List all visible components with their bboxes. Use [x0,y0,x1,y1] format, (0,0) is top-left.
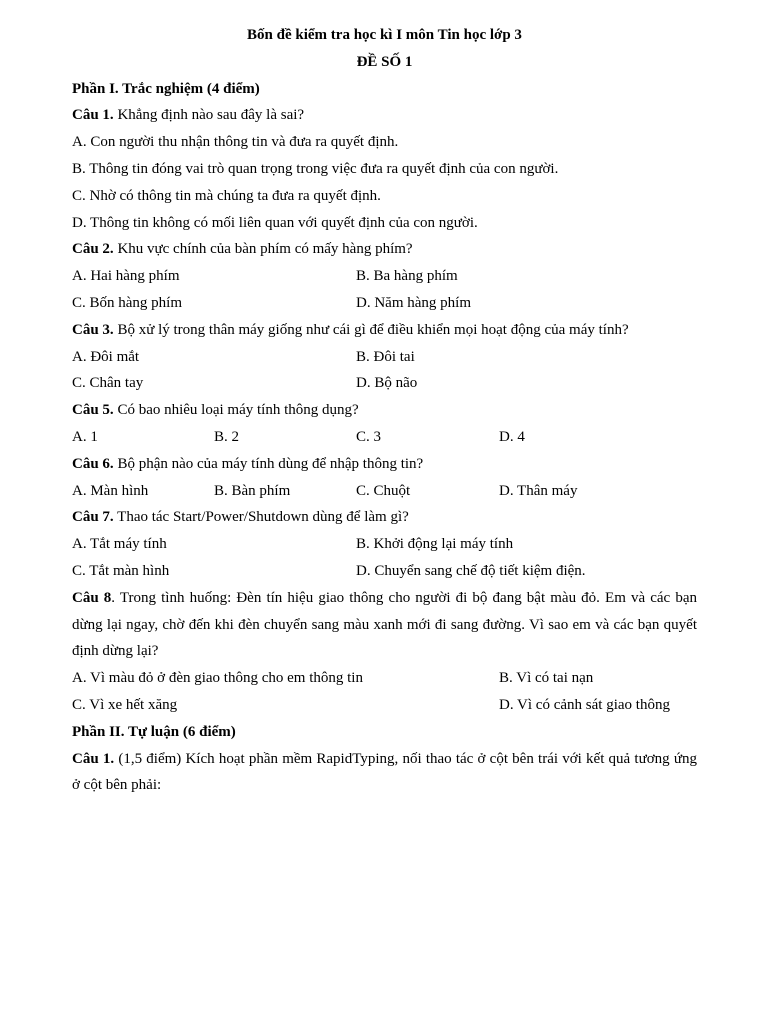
document-title: Bốn đề kiểm tra học kì I môn Tin học lớp 3 [247,27,522,43]
q3-option-c: C. Chân tay [72,375,144,392]
exam-number: ĐỀ SỐ 1 [356,53,413,70]
q5-options-row [72,424,697,451]
question-label: Câu 1. [72,107,114,124]
q2-option-d: D. Năm hàng phím [356,294,471,311]
question-text: Thao tác Start/Power/Shutdown dùng để làm gì? [113,509,409,526]
question-label: Câu 6. [72,455,114,472]
q7-options-row-2 [72,558,697,585]
question-2 [72,236,697,263]
q7-option-d: D. Chuyển sang chế độ tiết kiệm điện. [356,562,586,579]
q6-option-a: A. Màn hình [72,482,149,499]
q6-option-d: D. Thân máy [499,482,578,499]
question-label: Câu 1. [72,750,115,767]
q2-option-a: A. Hai hàng phím [72,268,180,285]
exam-document [72,22,697,799]
question-text: Bộ xử lý trong thân máy giống như cái gì để điều khiển mọi hoạt động của máy tính? [113,321,629,338]
q2-options-row-1 [72,263,697,290]
q1-option-b: B. Thông tin đóng vai trò quan trọng trong việc đưa ra quyết định của con người. [72,160,559,177]
essay-question-1 [72,746,697,800]
q5-option-b: B. 2 [214,428,240,445]
question-text: (1,5 điểm) Kích hoạt phần mềm RapidTyping, nối thao tác ở cột bên trái với kết quả tương ứng ở cột bên phải: [72,750,697,794]
q5-option-d: D. 4 [499,428,525,445]
q3-options-row-1 [72,344,697,371]
q7-option-a: A. Tắt máy tính [72,536,167,553]
q8-option-d: D. Vì có cảnh sát giao thông [499,696,670,713]
q2-option-b: B. Ba hàng phím [356,268,458,285]
question-8 [72,585,697,665]
question-label: Câu 8 [72,589,112,606]
q6-option-b: B. Bàn phím [214,482,291,499]
q6-option-c: C. Chuột [356,482,411,499]
question-label: Câu 2. [72,241,114,258]
question-7 [72,504,697,531]
q1-option-c: C. Nhờ có thông tin mà chúng ta đưa ra quyết định. [72,187,381,204]
q7-option-b: B. Khởi động lại máy tính [356,536,514,553]
q3-option-b: B. Đôi tai [356,348,415,365]
q7-options-row-1 [72,531,697,558]
q8-options-row-2 [72,692,697,719]
q3-options-row-2 [72,370,697,397]
q7-option-c: C. Tắt màn hình [72,562,170,579]
q8-option-a: A. Vì màu đỏ ở đèn giao thông cho em thông tin [72,670,363,687]
question-3 [72,317,697,344]
question-6 [72,451,697,478]
question-text: Có bao nhiêu loại máy tính thông dụng? [113,402,359,419]
q8-option-b: B. Vì có tai nạn [499,670,594,687]
q3-option-d: D. Bộ não [356,375,418,392]
q1-option-d: D. Thông tin không có mối liên quan với quyết định của con người. [72,214,478,231]
q8-option-c: C. Vì xe hết xăng [72,696,178,713]
q1-option-a: A. Con người thu nhận thông tin và đưa ra quyết định. [72,134,399,151]
question-text: . Trong tình huống: Đèn tín hiệu giao thông cho người đi bộ đang bật màu đỏ. Em và các bạn dừng lại ngay, chờ đến khi đèn chuyển sang màu xanh mới đi sang đường. Vì sao em và các bạn quyết định dừng lại? [72,589,697,660]
question-5 [72,397,697,424]
q2-options-row-2 [72,290,697,317]
question-label: Câu 3. [72,321,114,338]
part1-heading: Phần I. Trắc nghiệm (4 điểm) [72,80,260,97]
q3-option-a: A. Đôi mắt [72,348,140,365]
q5-option-a: A. 1 [72,428,98,445]
q5-option-c: C. 3 [356,428,382,445]
question-text: Khu vực chính của bàn phím có mấy hàng phím? [113,241,413,258]
question-1 [72,102,697,129]
question-label: Câu 5. [72,402,114,419]
q2-option-c: C. Bốn hàng phím [72,294,183,311]
question-text: Khẳng định nào sau đây là sai? [113,107,305,124]
question-label: Câu 7. [72,509,114,526]
q6-options-row [72,478,697,505]
question-text: Bộ phận nào của máy tính dùng để nhập thông tin? [113,455,424,472]
q8-options-row-1 [72,665,697,692]
part2-heading: Phần II. Tự luận (6 điểm) [72,723,236,740]
